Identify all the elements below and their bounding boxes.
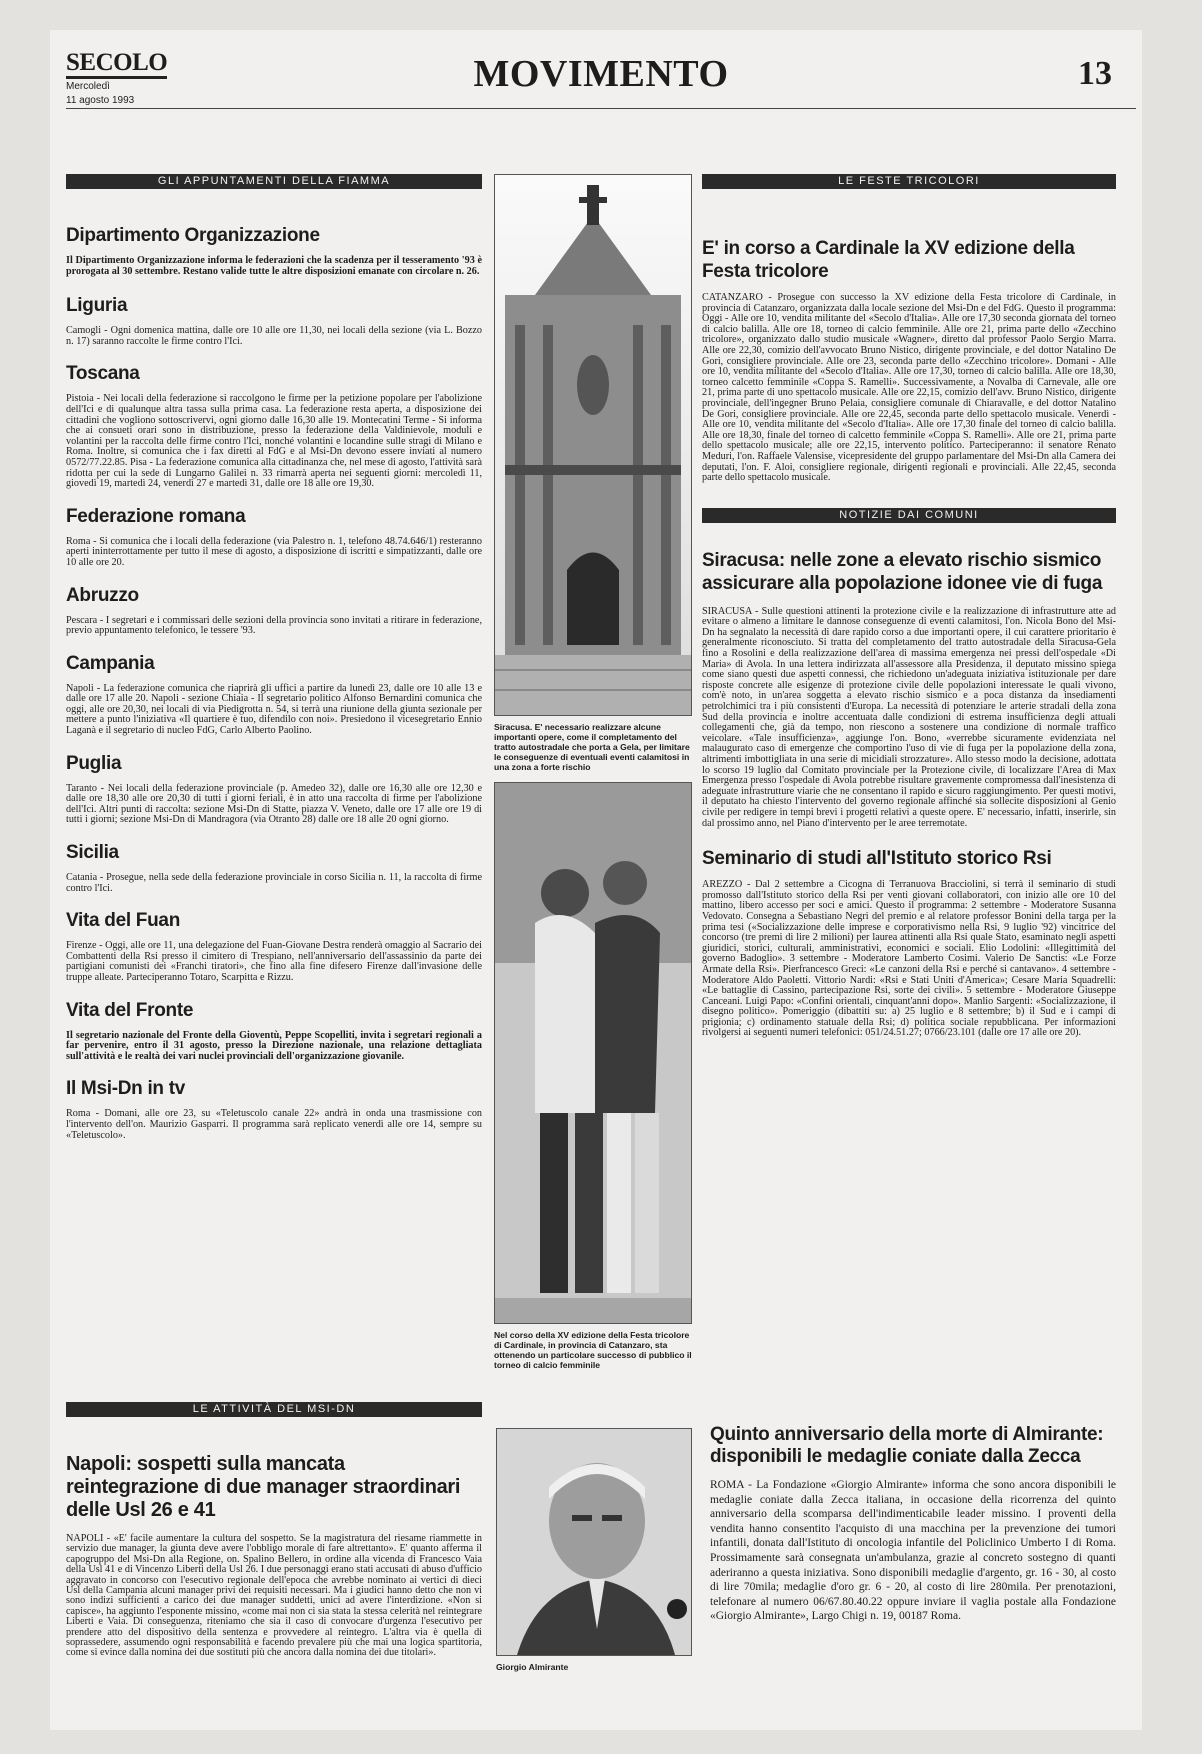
- article-puglia: [66, 753, 482, 826]
- caption-cardinale: Nel corso della XV edizione della Festa tricolore di Cardinale, in provincia di Catanzaro, sta ottenendo un particolare successo di pubblico il torneo di calcio femminile: [494, 1330, 692, 1370]
- article-body: Taranto - Nei locali della federazione provinciale (p. Amedeo 32), dalle ore 16,30 alle ore 12,30 e dalle ore 18,30 alle ore 20,30 di tutti i giorni feriali, è in atto una raccolta di firme per l'abolizione dell'Ici. Altri punti di raccolta: sezione Msi-Dn di Statte, piazza V. Veneto, dalle ore 17 alle ore 19 di tutti i giorni; sezione Msi-Dn di Mandragora (via Otranto 28) dalle ore 18 alle 20 ogni giorno.: [66, 782, 482, 826]
- article-vita-fronte: [66, 1000, 482, 1063]
- band-appuntamenti: GLI APPUNTAMENTI DELLA FIAMMA: [66, 174, 482, 189]
- article-body: Roma - Si comunica che i locali della federazione (via Palestro n. 1, telefono 48.74.646/1) resteranno aperti ininterrottamente per tutto il mese di agosto, a disposizione di iscritti e simpatizzanti, dalle ore 10 alle ore 20.: [66, 535, 482, 568]
- article-heading: Puglia: [66, 752, 122, 774]
- article-body: Pistoia - Nei locali della federazione si raccolgono le firme per la petizione popolare per l'abolizione dell'Ici e di qualunque altra tassa sulla prima casa. La federazione resta aperta, a disposizione dei cittadini che vogliono sottoscrivervi, ogni giorno dalle 16,30 alle 19. Montecatini Terme - Si informa che ai consueti orari sono in distribuzione, presso la federazione della Valdinievole, moduli e volantini per la raccolta delle firme contro l'Ici, nonché volantini e locandine sulle stragi di Milano e Roma. Inoltre, si comunica che i fax diretti al FdG e al Msi-Dn devono essere inviati al numero 0572/77.22.85. Pisa - La federazione comunica alla cittadinanza che, nel mese di agosto, l'attività sarà ridotta per cui la sede di Lungarno Galilei n. 33 rimarrà aperta nei seguenti giorni: mercoledì 11, giovedì 19, martedì 24, venerdì 27 e martedì 31, dalle ore 18 alle ore 19,30.: [66, 393, 482, 490]
- cathedral-photo: [494, 174, 692, 716]
- almirante-photo-block: [496, 1428, 692, 1672]
- band-feste: LE FESTE TRICOLORI: [702, 174, 1116, 189]
- article-body: Camogli - Ogni domenica mattina, dalle ore 10 alle ore 11,30, nei locali della sezione (via L. Bozzo n. 17) saranno raccolte le firme contro l'Ici.: [66, 325, 482, 347]
- almirante-article: [710, 1424, 1116, 1624]
- article-heading: Il Msi-Dn in tv: [66, 1078, 186, 1100]
- cathedral-illustration: [495, 175, 691, 715]
- article-abruzzo: [66, 585, 482, 637]
- football-illustration: [495, 783, 691, 1323]
- newspaper-logo: SECOLO: [66, 50, 167, 79]
- left-column: [66, 174, 482, 1141]
- almirante-photo: [496, 1428, 692, 1656]
- article-toscana: [66, 363, 482, 489]
- article-heading: Abruzzo: [66, 584, 139, 606]
- article-sicilia: [66, 842, 482, 894]
- article-heading: Vita del Fuan: [66, 910, 180, 932]
- article-heading-siracusa: Siracusa: nelle zone a elevato rischio sismico assicurare alla popolazione idonee vie di fuga: [702, 549, 1103, 594]
- article-body: Il segretario nazionale del Fronte della Gioventù, Peppe Scopelliti, invita i segretari regionali a far pervenire, entro il 31 agosto, presso la Direzione nazionale, una relazione dettagliata sull'attività e le realtà dei vari nuclei provinciali dell'organizzazione giovanile.: [66, 1029, 482, 1062]
- football-photo: [494, 782, 692, 1324]
- article-heading: Dipartimento Organizzazione: [66, 225, 320, 246]
- article-campania: [66, 653, 482, 737]
- article-body: Napoli - La federazione comunica che riaprirà gli uffici a partire da lunedì 23, dalle ore 10 alle 13 e dalle ore 17 alle 20. Napoli - sezione Chiaia - Il segretario politico Alfonso Bernardini comunica che oggi, alle ore 20,30, nei locali di via Piedigrotta n. 54, si terrà una riunione della giunta sezionale per mettere a punto l'iniziativa «Il quartiere è tuo, difendilo con noi». Presiedono il vicesegretario Ennio Laganà e il segretario di nucleo FdG, Carlo Alberto Paolino.: [66, 682, 482, 737]
- article-heading: Toscana: [66, 363, 140, 385]
- article-body-napoli: NAPOLI - «E' facile aumentare la cultura del sospetto. Se la magistratura del riesame riammette in servizio due manager, la giunta deve avere l'obbligo morale di fare altrettanto». E' quanto afferma il capogruppo del Msi-Dn alla Regione, on. Spalino Bellero, in ordine alla vicenda di Francesco Vaia della Usl 41 e di Vincenzo Liberti della Usl 26. I due personaggi erano stati accusati di abuso d'ufficio aggravato in concorso con l'esecutivo regionale dell'epoca che avrebbe nominato ai vertici di dieci Usl della Campania alcuni manager privi dei requisiti necessari. Ma i giudici hanno detto che non vi sono indizi sufficienti a carico dei due manager suddetti, unici ad avere l'interdizione. «Non si capisce», ha aggiunto l'esponente missino, «come mai non ci sia stata la stessa celerità nel reintegrare Liberti e Vaia. Di conseguenza, riteniamo che sia il caso di convocare d'urgenza l'esecutivo per prendere atto del dispositivo della sentenza e provvedere al reintegro. L'altra via è quella di soprassedere, assumendo ogni responsabilità e facendo prevalere più che mai una logica spartitoria, come si evince dalla nomina dei due sostituti più che ancora dalla nomina dei due titolari».: [66, 1533, 482, 1659]
- issue-date: 11 agosto 1993: [66, 95, 135, 106]
- band-comuni: NOTIZIE DAI COMUNI: [702, 508, 1116, 523]
- article-federazione-romana: [66, 506, 482, 569]
- issue-day: Mercoledì: [66, 81, 110, 92]
- article-body: Pescara - I segretari e i commissari delle sezioni della provincia sono invitati a ritirare in federazione, previo appuntamento telefonico, le tessere '93.: [66, 614, 482, 637]
- article-heading-seminario: Seminario di studi all'Istituto storico Rsi: [702, 848, 1052, 870]
- article-msi-tv: [66, 1078, 482, 1141]
- article-heading-cardinale: E' in corso a Cardinale la XV edizione della Festa tricolore: [702, 238, 1075, 282]
- article-body-siracusa: SIRACUSA - Sulle questioni attinenti la protezione civile e la realizzazione di infrastrutture atte ad evitare o almeno a limitare le dannose conseguenze di eventi calamitosi, l'on. Nicola Bono del Msi-Dn ha segnalato la necessità di dare rapido corso a due importanti opere, il cui carattere prioritario è generalmente riconosciuto. Si tratta del completamento del tratto autostradale della Siracusa-Gela fino a Rosolini e della realizzazione dell'area di massima emergenza nei pressi dell'ospedale «Di Maria» di Avola. In una lettera indirizzata all'assessore alla Presidenza, il deputato missino spiega come siano questi due aspetti connessi, che richiedono un'adeguata iniziativa istituzionale per dare risposte concrete alle esigenze di protezione civile delle popolazioni interessate le quali vivono, com'è noto, in un'area soggetta a elevato rischio sismico e a poca distanza da insediamenti petrolchimici tra i più consistenti d'Europa. La necessità di potenziare le arterie stradali della zona Sud della provincia e inoltre accentuata dalle condizioni di estrema insufficienza degli attuali collegamenti che, già da tempo, non riescono a sostenere una condizione di normale traffico veicolare. «Tale insufficienza», aggiunge l'on. Bono, «verrebbe sicuramente evidenziata nel malaugurato caso di emergenze che comportino l'uso di vie di fuga per la popolazione della zona, altrimenti imbottigliata in una serie di micidiali strozzature». Allo stesso modo la decisione, adottata lo scorso 19 luglio dal Comitato provinciale per la Protezione civile, di localizzare l'Area di Max Emergenza presso l'ospedale di Avola potrebbe risultare gravemente compromessa dall'inesistenza di adeguate infrastrutture viarie che ne consentano il rapido e sicuro raggiungimento. Per questi motivi, il deputato ha chiesto l'intervento del governo regionale affinché sia sollecite disposizioni al Genio civile per redigere in tempi brevi i progetti relativi a queste opere. E' necessario, infatti, inserirle, sin dal prossimo anno, nel Piano d'intervento per le aree terremotate.: [702, 605, 1116, 829]
- article-heading: Campania: [66, 652, 155, 674]
- article-heading: Liguria: [66, 295, 128, 317]
- article-body: Firenze - Oggi, alle ore 11, una delegazione del Fuan-Giovane Destra renderà omaggio al Sacrario dei Combattenti della Rsi presso il cimitero di Trespiano, nell'anniversario dell'assassinio da parte dei partigiani comunisti dei «Franchi tiratori», che fino alla fine difesero Firenze dall'invasione delle truppe alleate. Parteciperanno Totaro, Scarpitta e Rizzu.: [66, 940, 482, 983]
- left-bottom: [66, 1402, 482, 1659]
- header-rule: [66, 108, 1136, 109]
- caption-almirante: Giorgio Almirante: [496, 1662, 569, 1672]
- article-body: Roma - Domani, alle ore 23, su «Teletuscolo canale 22» andrà in onda una trasmissione con l'intervento dell'on. Maurizio Gasparri. Il programma sarà replicato venerdì alle ore 14, sempre su «Teletuscolo».: [66, 1108, 482, 1141]
- article-vita-fuan: [66, 910, 482, 983]
- portrait-illustration: [497, 1429, 691, 1655]
- article-dipartimento: [66, 225, 482, 277]
- article-heading: Sicilia: [66, 842, 119, 864]
- middle-column: [494, 174, 692, 1370]
- article-body-almirante: ROMA - La Fondazione «Giorgio Almirante» informa che sono ancora disponibili le medaglie coniate dalla Zecca italiana, in occasione della ricorrenza del quinto anniversario della scomparsa dell'indimenticabile leader missino. I proventi della vendita hanno consentito l'acquisto di una macchina per la prevenzione dei tumori infantili, donata dall'Istituto di oncologia infantile del Policlinico Umberto I di Roma. Prossimamente sarà consegnata un'ambulanza, grazie al concreto sostegno di quanti aderiranno a questa iniziativa. Sono disponibili medaglie d'argento, gr. 16 - 30, al costo di lire 70mila; medaglie d'oro gr. 6 - 20, al costo di lire 280mila. Per prenotazioni, telefonare al numero 06/67.80.40.22 oppure inviare il vaglia postale alla Fondazione «Giorgio Almirante», Largo Chigi n. 19, 00187 Roma.: [710, 1479, 1116, 1623]
- band-attivita: LE ATTIVITÀ DEL MSI-DN: [66, 1402, 482, 1417]
- right-column: [702, 174, 1116, 1039]
- article-liguria: [66, 295, 482, 347]
- page-number: 13: [1078, 55, 1112, 92]
- article-heading-almirante: Quinto anniversario della morte di Almirante: disponibili le medaglie coniate dalla Zecca: [710, 1424, 1104, 1467]
- article-body-seminario: AREZZO - Dal 2 settembre a Cicogna di Terranuova Bracciolini, si terrà il seminario di studi promosso dall'Istituto storico della Rsi per venti giovani collaboratori, con inizio alle ore 10 del mattino, libero accesso per soci e amici. Questo il programma: 2 settembre - Moderatore Susanna Vedovato. Consegna a Sebastiano Negri del premio e al relatore professor Bonini della targa per la prima tesi («Socializzazione delle imprese e corporativismo nella Rsi, 9 luglio '92) vincitrice del concorso (tre premi di lire 2 milioni) per laurea attinenti alla Rsi quale Stato, esaminato negli aspetti giuridici, storici, culturali, amministrativi, economici e sociali. Elio Lodolini: «Illegittimità del governo Badoglio». 3 settembre - Moderatore Lamberto Cosimi. Valerio De Sanctis: «Le Forze Armate della Rsi». Pierfrancesco Greci: «Le canzoni della Rsi e perché si cantavano». 4 settembre - Moderatore Aldo Paoletti. Vittorio Nardi: «Rsi e Stati Uniti d'America»; Cesare Maria Squadrelli: «Le battaglie di Cassino, partecipazione Rsi, sorte dei civili». 5 settembre - Moderatore Giuseppe Canceani. Luigi Papo: «Confini orientali, cinquant'anni dopo». Manlio Sargenti: «Socializzazione, il disegno politico». Pomeriggio (dibattiti su: a) 25 luglio e 8 settembre; b) il Sud e i campi di prigionia; c) ordinamento statuale della Rsi; d) politica sociale repubblicana. Per informazioni rivolgersi ai seguenti numeri telefonici: 051/24.51.27; 0766/23.101 (dalle ore 17 alle ore 20).: [702, 879, 1116, 1039]
- article-body-cardinale: CATANZARO - Prosegue con successo la XV edizione della Festa tricolore di Cardinale, in provincia di Catanzaro, organizzata dalla locale sezione del Msi-Dn e del FdG. Questo il programma: Oggi - Alle ore 10, vendita militante del «Secolo d'Italia». Alle ore 17,30 seconda giornata del torneo di calcio balilla. Alle ore 18, torneo di calcio femminile. Alle ore 21, prima parte dello «Zecchino tricolore», organizzato dallo studio musicale «Wagner», diretto dal professor Paolo Sergio Marra. Alle ore 22,30, comizio dell'avvocato Bruno Nistico, dirigente provinciale, e del dottor Natalino De Gori, consigliere provinciale. Alle ore 23, seconda parte dello «Zecchino tricolore». Domani - Alle ore 10, vendita militante del «Secolo d'Italia». Alle ore 17,30, torneo di calcio balilla. Alle ore 18,30, torneo calcetto femminile «Coppa S. Ramelli». Successivamente, a Novalba di Carnevale, alle ore 21, prima parte di uno spettacolo musicale. Alle ore 22,15, comizio dell'avv. Bruno Nistico, dirigente provinciale, dell'ingegner Bruno Pelaia, consigliere comunale di Chiaravalle, e del dottor Natalino De Gori, consigliere provinciale. Alle ore 22,45, seconda parte dello spettacolo musicale. Venerdì - Alle ore 10, vendita militante del «Secolo d'Italia». Alle ore 17,30 finale del torneo di calcio balilla. Alle ore 18,30, finale del torneo di calcetto femminile «Coppa S. Ramelli». Alle ore 21, prima parte dello spettacolo musicale; alle ore 22,15, intervento politico. Parteciperanno: il senatore Renato Meduri, l'on. Raffaele Valensise, vicepresidente del gruppo parlamentare del Msi-Dn alla Camera dei deputati, l'on. F. Aloi, consigliere regionale, dirigenti regionali e provinciali. Alle 22,45, seconda parte dello spettacolo musicale.: [702, 292, 1116, 484]
- article-body: Il Dipartimento Organizzazione informa le federazioni che la scadenza per il tesseramento '93 è prorogata al 30 settembre. Restano valide tutte le altre disposizioni emanate con circolare n. 26.: [66, 255, 482, 277]
- article-body: Catania - Prosegue, nella sede della federazione provinciale in corso Sicilia n. 11, la raccolta di firme contro l'Ici.: [66, 872, 482, 894]
- caption-siracusa: Siracusa. E' necessario realizzare alcune importanti opere, come il completamento del tratto autostradale che porta a Gela, per limitare le conseguenze di eventuali eventi calamitosi in una zona a forte rischio: [494, 722, 690, 772]
- article-heading-napoli: Napoli: sospetti sulla mancata reintegrazione di due manager straordinari delle Usl 26 e 41: [66, 1453, 461, 1521]
- article-heading: Federazione romana: [66, 505, 246, 527]
- article-heading: Vita del Fronte: [66, 999, 194, 1021]
- section-title: MOVIMENTO: [473, 53, 729, 95]
